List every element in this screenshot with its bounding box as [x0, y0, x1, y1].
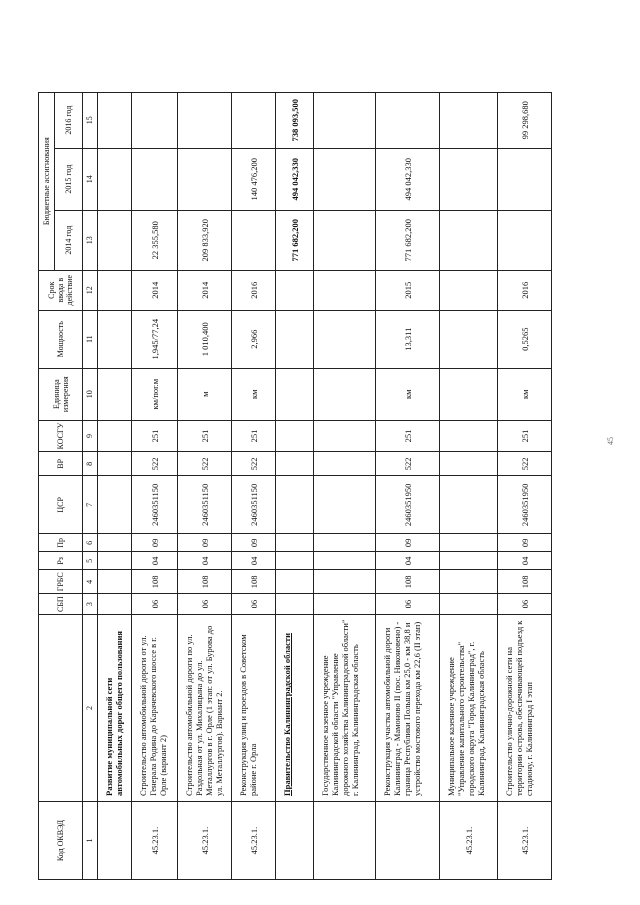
colnum-15: 15 — [83, 92, 98, 148]
cell-name: Строительство автомобильной дороги по ул. Раздольная от ул. Михалицына до ул. Металлургов в г. Орле (1 этап: от ул. Бурова до ул. Металлургов). Вариант 2. — [178, 615, 232, 802]
cell-pr: 09 — [376, 534, 440, 552]
table-row — [98, 92, 132, 879]
cell-2015: 494 042,330 — [376, 148, 440, 210]
cell-grbs: 108 — [232, 570, 276, 594]
cell-okved: 45.23.1. — [498, 802, 552, 880]
cell-2015 — [440, 148, 498, 210]
cell-term — [314, 270, 376, 310]
header-term: Срок ввода в действие — [39, 270, 83, 310]
cell-pr: 09 — [132, 534, 178, 552]
cell-rz — [98, 552, 132, 570]
cell-sbp — [440, 594, 498, 615]
header-capacity: Мощность — [39, 310, 83, 368]
cell-2016 — [232, 92, 276, 148]
cell-vr — [440, 452, 498, 476]
cell-sbp — [314, 594, 376, 615]
header-kosgu: КОСГУ — [39, 420, 83, 452]
cell-okved: 45.23.1. — [178, 802, 232, 880]
cell-csr — [98, 476, 132, 534]
table-row — [376, 92, 440, 879]
cell-name: Строительство улично-дорожной сети на территории острова, обеспечивающей подъезд к стадиону, г. Калининград I этап — [498, 615, 552, 802]
table-row — [132, 92, 178, 879]
header-2014: 2014 год — [55, 210, 83, 270]
cell-2015 — [98, 148, 132, 210]
cell-kosgu — [98, 420, 132, 452]
colnum-1: 1 — [83, 802, 98, 880]
cell-term: 2016 — [498, 270, 552, 310]
cell-rz — [440, 552, 498, 570]
cell-term — [98, 270, 132, 310]
cell-grbs — [440, 570, 498, 594]
header-vr: ВР — [39, 452, 83, 476]
cell-kosgu: 251 — [376, 420, 440, 452]
header-sbp: СБП — [39, 594, 83, 615]
cell-pr: 09 — [178, 534, 232, 552]
cell-2015 — [498, 148, 552, 210]
cell-2016: 99 298,680 — [498, 92, 552, 148]
cell-term: 2014 — [178, 270, 232, 310]
header-csr: ЦСР — [39, 476, 83, 534]
cell-rz: 04 — [132, 552, 178, 570]
cell-pr: 09 — [232, 534, 276, 552]
cell-csr: 2460351150 — [232, 476, 276, 534]
cell-2016 — [178, 92, 232, 148]
cell-capacity: 13,311 — [376, 310, 440, 368]
cell-kosgu: 251 — [178, 420, 232, 452]
cell-kosgu: 251 — [232, 420, 276, 452]
colnum-5: 5 — [83, 552, 98, 570]
cell-2015: 140 476,200 — [232, 148, 276, 210]
table-row — [440, 92, 498, 879]
colnum-4: 4 — [83, 570, 98, 594]
cell-sbp — [98, 594, 132, 615]
column-number-row — [83, 92, 98, 879]
cell-2015 — [178, 148, 232, 210]
cell-grbs — [98, 570, 132, 594]
cell-2015 — [132, 148, 178, 210]
colnum-10: 10 — [83, 368, 98, 420]
header-2015: 2015 год — [55, 148, 83, 210]
cell-name: Развитие муниципальной сети автомобильных дорог общего пользования — [98, 615, 132, 802]
cell-pr — [314, 534, 376, 552]
cell-kosgu: 251 — [132, 420, 178, 452]
cell-term: 2015 — [376, 270, 440, 310]
cell-vr: 522 — [178, 452, 232, 476]
header-kod-okved: Код ОКВЭД — [39, 802, 83, 880]
cell-term — [276, 270, 314, 310]
cell-grbs — [314, 570, 376, 594]
cell-2014 — [232, 210, 276, 270]
cell-vr — [314, 452, 376, 476]
cell-unit: км/пог.м — [132, 368, 178, 420]
colnum-9: 9 — [83, 420, 98, 452]
cell-pr: 09 — [498, 534, 552, 552]
cell-csr: 2460351150 — [178, 476, 232, 534]
cell-vr: 522 — [232, 452, 276, 476]
colnum-6: 6 — [83, 534, 98, 552]
cell-capacity: 1 010,400 — [178, 310, 232, 368]
cell-kosgu — [276, 420, 314, 452]
cell-kosgu — [440, 420, 498, 452]
cell-sbp: 06 — [178, 594, 232, 615]
cell-pr — [440, 534, 498, 552]
cell-2014 — [314, 210, 376, 270]
cell-name: Государственное казенное учреждение Калининградской области "Управление дорожного хозяйства Калининградской области" г. Калининград, Калининградская область — [314, 615, 376, 802]
cell-rz: 04 — [232, 552, 276, 570]
cell-okved: 45.23.1. — [232, 802, 276, 880]
cell-csr: 2460351950 — [376, 476, 440, 534]
header-row-1 — [39, 92, 55, 879]
header-name — [39, 615, 83, 802]
cell-vr: 522 — [132, 452, 178, 476]
cell-csr — [276, 476, 314, 534]
cell-pr — [276, 534, 314, 552]
cell-unit — [98, 368, 132, 420]
cell-unit: м — [178, 368, 232, 420]
cell-name: Правительство Калининградской области — [276, 615, 314, 802]
cell-csr — [314, 476, 376, 534]
cell-rz — [314, 552, 376, 570]
cell-name: Реконструкция участка автомобильной дороги Калининград - Мамоново II (пос. Никоновено) - граница Республики Польша км 25,0 - км 38,8 и устройство мостового перехода км 22,6 (II этап) — [376, 615, 440, 802]
cell-2014 — [98, 210, 132, 270]
cell-rz: 04 — [498, 552, 552, 570]
cell-sbp: 06 — [132, 594, 178, 615]
cell-name: Муниципальное казенное учреждение "Управление капитального строительства" городского округа "Город Калининград", г. Калининград, Калининградская область — [440, 615, 498, 802]
cell-rz: 04 — [178, 552, 232, 570]
cell-kosgu: 251 — [498, 420, 552, 452]
cell-sbp: 06 — [376, 594, 440, 615]
colnum-12: 12 — [83, 270, 98, 310]
colnum-14: 14 — [83, 148, 98, 210]
cell-name: Строительство автомобильной дороги от ул. Генерала Родина до Карачевского шоссе в г. Орле (вариант 2) — [132, 615, 178, 802]
cell-capacity — [276, 310, 314, 368]
table-row — [178, 92, 232, 879]
cell-kosgu — [314, 420, 376, 452]
cell-2014 — [498, 210, 552, 270]
cell-okved — [376, 802, 440, 880]
cell-grbs — [276, 570, 314, 594]
table-row — [498, 92, 552, 879]
cell-capacity: 1,945/77,24 — [132, 310, 178, 368]
cell-2014 — [440, 210, 498, 270]
cell-vr: 522 — [498, 452, 552, 476]
cell-vr — [98, 452, 132, 476]
cell-capacity — [314, 310, 376, 368]
cell-okved — [314, 802, 376, 880]
cell-2015: 494 042,330 — [276, 148, 314, 210]
cell-grbs: 108 — [376, 570, 440, 594]
cell-csr: 2460351150 — [132, 476, 178, 534]
cell-sbp — [276, 594, 314, 615]
cell-grbs: 108 — [178, 570, 232, 594]
cell-2016: 738 093,500 — [276, 92, 314, 148]
budget-table — [38, 92, 552, 880]
header-pr: Пр — [39, 534, 83, 552]
cell-sbp: 06 — [498, 594, 552, 615]
cell-okved: 45.23.1. — [440, 802, 498, 880]
colnum-8: 8 — [83, 452, 98, 476]
cell-2015 — [314, 148, 376, 210]
cell-name: Реконструкция улиц и проездов в Советском районе г. Орла — [232, 615, 276, 802]
cell-grbs: 108 — [498, 570, 552, 594]
header-grbs: ГРБС — [39, 570, 83, 594]
cell-vr: 522 — [376, 452, 440, 476]
cell-term — [440, 270, 498, 310]
cell-unit: км — [232, 368, 276, 420]
cell-grbs: 108 — [132, 570, 178, 594]
header-budget: Бюджетные ассигнования — [39, 92, 55, 270]
cell-csr: 2460351950 — [498, 476, 552, 534]
cell-2016 — [440, 92, 498, 148]
cell-unit — [314, 368, 376, 420]
cell-unit — [276, 368, 314, 420]
header-2016: 2016 год — [55, 92, 83, 148]
table-row — [314, 92, 376, 879]
header-rz: Рз — [39, 552, 83, 570]
cell-vr — [276, 452, 314, 476]
colnum-7: 7 — [83, 476, 98, 534]
cell-rz: 04 — [376, 552, 440, 570]
cell-2016 — [314, 92, 376, 148]
cell-capacity — [98, 310, 132, 368]
cell-csr — [440, 476, 498, 534]
cell-2016 — [132, 92, 178, 148]
cell-capacity: 0,5265 — [498, 310, 552, 368]
cell-2014: 771 682,200 — [376, 210, 440, 270]
cell-2016 — [98, 92, 132, 148]
cell-okved — [98, 802, 132, 880]
cell-term: 2016 — [232, 270, 276, 310]
cell-2014: 771 682,200 — [276, 210, 314, 270]
colnum-11: 11 — [83, 310, 98, 368]
page-number-mark: 45 — [606, 437, 615, 445]
table-row — [232, 92, 276, 879]
colnum-2: 2 — [83, 615, 98, 802]
colnum-13: 13 — [83, 210, 98, 270]
cell-2014: 22 355,580 — [132, 210, 178, 270]
cell-capacity — [440, 310, 498, 368]
header-unit: Единица измерения — [39, 368, 83, 420]
cell-rz — [276, 552, 314, 570]
cell-okved: 45.23.1. — [132, 802, 178, 880]
cell-pr — [98, 534, 132, 552]
cell-unit: км — [498, 368, 552, 420]
cell-2014: 209 833,920 — [178, 210, 232, 270]
cell-unit: км — [376, 368, 440, 420]
cell-okved — [276, 802, 314, 880]
cell-sbp: 06 — [232, 594, 276, 615]
cell-2016 — [376, 92, 440, 148]
cell-term: 2014 — [132, 270, 178, 310]
table-row — [276, 92, 314, 879]
colnum-3: 3 — [83, 594, 98, 615]
cell-unit — [440, 368, 498, 420]
cell-capacity: 2,966 — [232, 310, 276, 368]
